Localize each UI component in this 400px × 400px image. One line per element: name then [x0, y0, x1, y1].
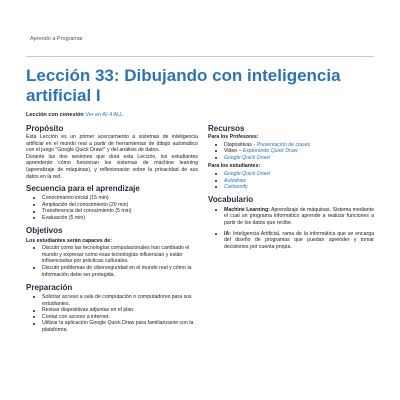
- header-divider: [26, 56, 374, 57]
- proposito-paragraph-2: Durante las dos sesiones que dura esta Lección, los estudiantes aprenderán cómo funcionan los sistemas de machine learning (aprendizaje de máquinas), y reflexionarán sobre la privacidad de sus datos en la red.: [26, 153, 198, 180]
- vocab-definition: Aprendizaje de máquinas. Sistema mediante el cual un programa informático aprende a realizar funciones a partir de los datos que recibe.: [224, 206, 374, 226]
- resource-link[interactable]: Presentación de clases: [256, 141, 311, 148]
- vocab-term: IA:: [224, 230, 231, 237]
- right-column: [208, 124, 374, 250]
- list-item: Discutir como las tecnologías computacionales han cambiado el mundo y expresar como esas tecnologías influencian y están influenciadas por prácticas culturales.: [42, 245, 198, 265]
- objetivos-heading: Objetivos: [26, 225, 63, 235]
- list-item: [224, 171, 374, 178]
- resource-link[interactable]: Autodraw: [224, 177, 246, 184]
- list-item: Contar con acceso a internet.: [42, 314, 198, 321]
- preparacion-heading: Preparación: [26, 283, 73, 293]
- recursos-estudiantes-list: [208, 171, 374, 191]
- list-item: [224, 207, 374, 227]
- list-item: Transferencia del conocimiento (5 min): [42, 208, 198, 215]
- proposito-heading: Propósito: [26, 124, 64, 133]
- vocab-definition: Inteligencia Artificial, rama de la informática que se encarga del diseño de programas que puedan aprender y tomar decisiones por cuenta propia.: [224, 230, 374, 250]
- resource-link[interactable]: Google Quick Draw!: [224, 170, 271, 177]
- vocab-term: Machine Learning:: [224, 206, 270, 213]
- list-item: [224, 231, 374, 251]
- recursos-estudiantes-label: Para los estudiantes:: [208, 163, 261, 170]
- objetivos-sublabel: Los estudiantes serán capaces de:: [26, 237, 112, 244]
- recursos-heading: Recursos: [208, 124, 245, 133]
- vocabulario-list: [208, 207, 374, 251]
- recursos-profesores-list: [208, 142, 374, 162]
- resource-prefix: Diapositivas -: [224, 141, 257, 148]
- resource-prefix: Video –: [224, 148, 243, 155]
- page-title: Lección 33: Dibujando con inteligencia artificial I: [26, 66, 341, 105]
- list-item: Evaluación (5 min): [42, 215, 198, 222]
- resource-link[interactable]: Google Quick Draw!: [224, 154, 271, 161]
- list-item: [224, 184, 374, 191]
- secuencia-list: [26, 195, 198, 221]
- list-item: [224, 155, 374, 162]
- list-item: Discutir problemas de ciberseguridad en el mundo real y cómo la información debe ser protegida.: [42, 265, 198, 278]
- resource-link[interactable]: Cartoonify: [224, 184, 248, 191]
- header-label: Aprendo a Programar: [30, 36, 83, 42]
- list-item: [224, 148, 374, 155]
- preparacion-list: [26, 294, 198, 334]
- list-item: Revisar diapositivas adjuntas en el plan.: [42, 307, 198, 314]
- vocabulario-heading: Vocabulario: [208, 194, 254, 204]
- secuencia-heading: Secuencia para el aprendizaje: [26, 184, 140, 194]
- recursos-profesores-label: Para los Profesores:: [208, 134, 259, 140]
- list-item: [224, 178, 374, 185]
- proposito-paragraph-1: Esta Lección es un primer acercamiento a sistemas de inteligencia artificial en el mundo real a partir de herramientas de dibujo automático con el juego "Google Quick Draw!" y del análisis de datos.: [26, 134, 198, 154]
- connection-line: [26, 112, 123, 118]
- list-item: Ampliación del conocimiento (20 min): [42, 202, 198, 209]
- list-item: [224, 142, 374, 149]
- list-item: Utilizar la aplicación Google Quick Draw para familiarizarse con la plataforma.: [42, 320, 198, 333]
- resource-link[interactable]: Explorando Quick Draw: [242, 148, 298, 155]
- connection-link[interactable]: Ver en AI 4 ALL: [85, 112, 124, 118]
- left-column: [26, 124, 198, 334]
- objetivos-list: [26, 245, 198, 278]
- list-item: Solicitar acceso a sala de computación o computadores para sus estudiantes.: [42, 294, 198, 307]
- list-item: Conocimiento inicial (15 min): [42, 195, 198, 202]
- connection-label: Lección con conexión: [26, 112, 84, 118]
